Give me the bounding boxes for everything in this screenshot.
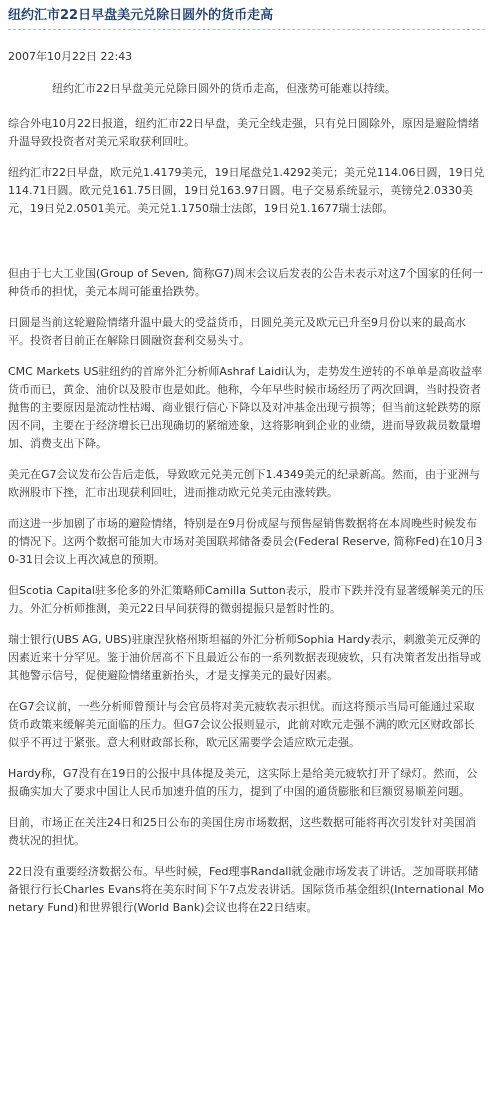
paragraph-10: 在G7会议前，一些分析师曾预计与会官员将对美元疲软表示担忧。而这将预示当局可能通过采取货币政策来缓解美元面临的压力。但G7会议公报则显示，此前对欧元走强不满的欧元区财政部长似乎不再过于紧张。意大利财政部长称，欧元区需要学会适应欧元走强。 bbox=[8, 700, 475, 749]
paragraph-12: 目前，市场正在关注24日和25日公布的美国住房市场数据，这些数据可能将再次引发针对美国消费状况的担忧。 bbox=[8, 816, 476, 847]
article-title: 纽约汇市22日早盘美元兑除日圆外的货币走高 bbox=[8, 8, 274, 23]
paragraph-7: 而这进一步加剧了市场的避险情绪，特别是在9月份成屋与预售屋销售数据将在本周晚些时候发布的情况下。这两个数据可能加大市场对美国联邦储备委员会(Federal Reserve, 简称Fed)在10月30-31日会议上再次减息的预期。 bbox=[8, 517, 483, 566]
paragraph-2: 纽约汇市22日早盘，欧元兑1.4179美元，19日尾盘兑1.4292美元；美元兑114.06日圆，19日兑114.71日圆。欧元兑161.75日圆，19日兑163.97日圆。电子交易系统显示，英镑兑2.0330美元，19日兑2.0501美元。美元兑1.1750瑞士法郎，19日兑1.1677瑞士法郎。 bbox=[8, 166, 485, 215]
paragraph-3: 但由于七大工业国(Group of Seven, 简称G7)周末会议后发表的公告未表示对这7个国家的任何一种货币的担忧，美元本周可能重拾跌势。 bbox=[8, 267, 484, 298]
paragraph-4: 日圆是当前这轮避险情绪升温中最大的受益货币，日圆兑美元及欧元已升至9月份以来的最高水平。投资者目前正在解除日圆融资套利交易头寸。 bbox=[8, 316, 466, 347]
paragraph-13: 22日没有重要经济数据公布。早些时候，Fed理事Randall就金融市场发表了讲话。芝加哥联邦储备银行行长Charles Evans将在美东时间下午7点发表讲话。国际货币基金组织(International Monetary Fund)和世界银行(World Bank)会议也将在22日结束。 bbox=[8, 865, 485, 914]
paragraph-6: 美元在G7会议发布公告后走低，导致欧元兑美元创下1.4349美元的纪录新高。然而，由于亚洲与欧洲股市下挫，汇市出现获利回吐，进而推动欧元兑美元由涨转跌。 bbox=[8, 468, 481, 499]
paragraph-11: Hardy称，G7没有在19日的公报中具体提及美元，这实际上是给美元疲软打开了绿灯。然而，公报确实加大了要求中国让人民币加速升值的压力，提到了中国的通货膨胀和巨额贸易顺差问题。 bbox=[8, 767, 478, 798]
article-lead: 纽约汇市22日早盘美元兑除日圆外的货币走高，但涨势可能难以持续。 bbox=[52, 82, 396, 95]
paragraph-9: 瑞士银行(UBS AG, UBS)驻康涅狄格州斯坦福的外汇分析师Sophia Hardy表示，刺激美元反弹的因素近来十分罕见。鉴于油价居高不下且最近公布的一系列数据表现疲软，只有决策者发出指导或其他警示信号，促使避险情绪重新抬头，才是支撑美元的最好因素。 bbox=[8, 633, 481, 682]
paragraph-5: CMC Markets US驻纽约的首席外汇分析师Ashraf Laidi认为，走势发生逆转的不单单是高收益率货币而已，黄金、油价以及股市也是如此。他称，今年早些时候市场经历了两次回调，当时投资者抛售的主要原因是流动性枯竭、商业银行信心下降以及对冲基金出现亏损等；但当前这轮跌势的原因不同，主要在于经济增长已出现确切的紧缩迹象，这将影响到企业的业绩，进而导致裁员数量增加、消费支出下降。 bbox=[8, 365, 483, 450]
paragraph-8: 但Scotia Capital驻多伦多的外汇策略师Camilla Sutton表示，股市下跌并没有显著缓解美元的压力。外汇分析师推测，美元22日早间获得的微弱提振只是暂时性的。 bbox=[8, 584, 484, 615]
title-divider bbox=[8, 29, 485, 30]
paragraph-1: 综合外电10月22日报道，纽约汇市22日早盘，美元全线走强，只有兑日圆除外，原因是避险情绪升温导致投资者对美元采取获利回吐。 bbox=[8, 117, 479, 148]
article-date: 2007年10月22日 22:43 bbox=[8, 50, 133, 63]
